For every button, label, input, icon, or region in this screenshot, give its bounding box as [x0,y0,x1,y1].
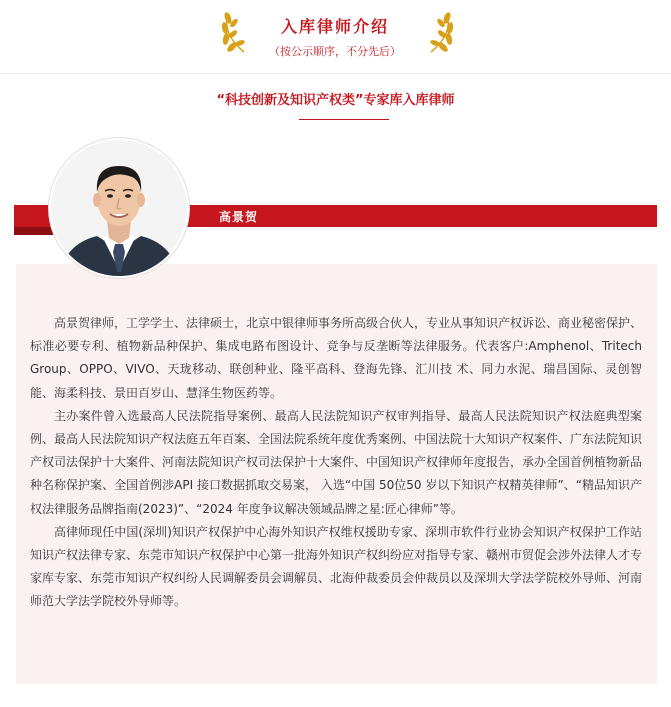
laurel-right-icon [421,10,457,56]
portrait-illustration [51,140,187,276]
bio-paragraph-intro: 高景贺律师，工学学士、法律硕士，北京中银律师事务所高级合伙人，专业从事知识产权诉讼、商业秘密保护、标准必要专利、植物新品种保护、集成电路布图设计、竞争与反垄断等法律服务。代表客户:Amphenol、Tritech Group、OPPO、VIVO、天珑移动、联创种业、隆平高科、登海先锋、汇川技 术、同力水泥、瑞昌国际、灵创智能、海柔科技、景田百岁山、慧泽生物医药等。 [30,316,643,400]
page-subtitle: （按公示顺序，不分先后） [269,45,401,58]
library-title: “科技创新及知识产权类”专家库入库律师 [216,93,455,108]
bio-paragraph-cases: 主办案件曾入选最高人民法院指导案例、最高人民法院知识产权审判指导、最高人民法院知识产权法庭典型案例、最高人民法院知识产权法庭五年百案、全国法院系统年度优秀案例、中国法院十大知识产权案件、广东法院知识产权司法保护十大案件、河南法院知识产权司法保护十大案件、中国知识产权律师年度报告，承办全国首例植物新品种名称保护案、全国首例涉API 接口数据抓取交易案， 入选“中国 50位50 岁以下知识产权精英律师”、“精品知识产权法律服务品牌指南(2023)”、“2024 年度争议解决领域品牌之星:匠心律师”等。 [30,408,643,516]
title-plate [249,8,421,60]
page-title: 入库律师介绍 [280,17,389,36]
header-divider [0,73,671,74]
bio-paragraph-positions: 高律师现任中国(深圳)知识产权保护中心海外知识产权维权援助专家、深圳市软件行业协会知识产权保护工作站知识产权法律专家、东莞市知识产权保护中心第一批海外知识产权纠纷应对指导专家、赣州市贸促会涉外法律人才专家库专家、东莞市知识产权纠纷人民调解委员会调解员、北海仲裁委员会仲裁员以及深圳大学法学院校外导师、河南师范大学法学院校外导师等。 [30,524,643,609]
lawyer-portrait [51,140,187,276]
lawyer-name: 高景贺 [219,210,259,224]
library-underline [299,119,389,120]
bio-text [30,312,642,614]
page-header [0,0,671,72]
